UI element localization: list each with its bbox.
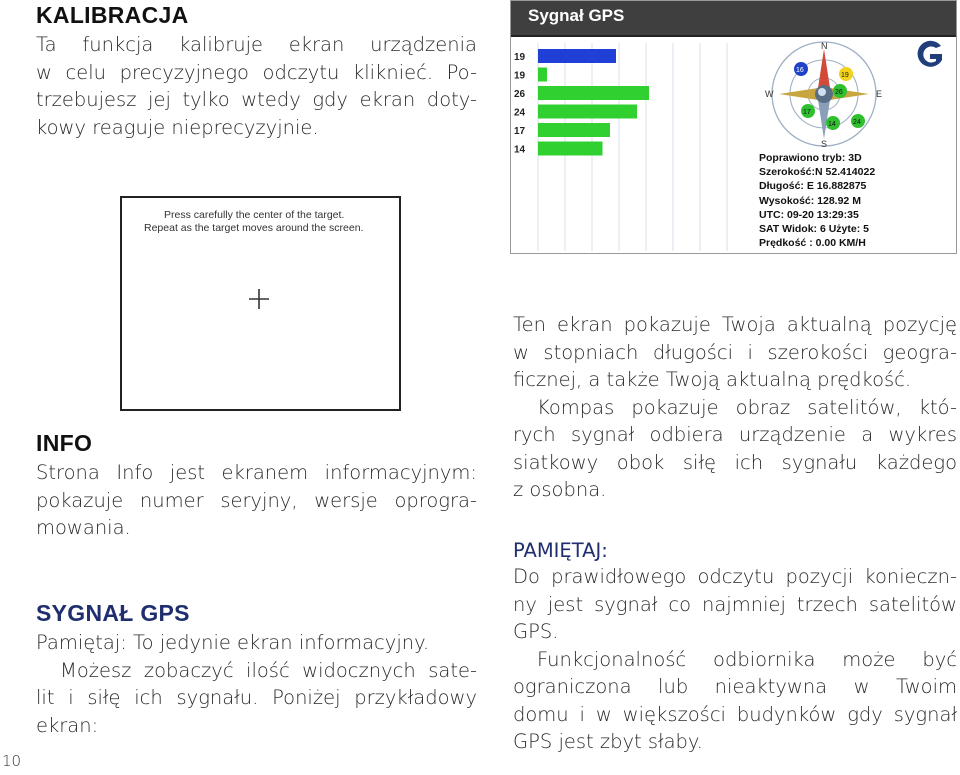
text-line: Do prawidłowego odczytu pozycji konieczn-: [513, 565, 957, 588]
note-heading: PAMIĘTAJ:: [513, 539, 608, 562]
text-line: Pamiętaj: To jedynie ekran informacyjny.: [36, 631, 430, 654]
note-text: [513, 563, 957, 756]
text-line: lit i siłę ich sygnału. Poniżej przykładowy: [36, 686, 477, 709]
compass-north: N: [821, 41, 828, 51]
text-line: siatkowy obok siłę ich sygnału każdego: [513, 450, 957, 474]
satellite-marker: [851, 114, 865, 128]
text-line: w celu precyzyjnego odczytu kliknieć. Po-: [36, 60, 477, 84]
svg-text:14: 14: [828, 121, 836, 128]
signal-bar: [538, 86, 649, 100]
svg-text:24: 24: [853, 119, 861, 126]
info-line: UTC: 09-20 13:29:35: [759, 208, 859, 221]
info-line: Prędkość : 0.00 KM/H: [759, 237, 866, 250]
text-line: pokazuje numer seryjny, wersje oprogra-: [36, 488, 477, 512]
text-line: w stopniach długości i szerokości geogra-: [513, 340, 957, 364]
satellite-label: 19: [514, 52, 526, 63]
compass-east: E: [876, 89, 883, 99]
text-line: ny jest sygnał co najmniej trzech satelitów: [513, 592, 957, 616]
calibration-screenshot: [120, 196, 401, 411]
info-line: Wysokość: 128.92 M: [759, 194, 861, 207]
text-line: ograniczona lub nieaktywna w Twoim: [513, 675, 957, 698]
svg-text:16: 16: [796, 67, 804, 74]
text-line: ekran:: [36, 713, 99, 737]
sygnal-text: [36, 629, 477, 739]
crosshair-icon: [248, 288, 270, 310]
satellite-marker: [839, 67, 853, 81]
satellite-label: 14: [514, 144, 526, 156]
gps-description: [513, 311, 957, 504]
info-line: Długość: E 16.882875: [759, 180, 867, 193]
logo-icon: [911, 39, 947, 69]
satellite-marker: [794, 62, 808, 76]
info-line: Szerokość:N 52.414022: [759, 166, 876, 179]
compass-west: W: [765, 89, 774, 99]
text-line: trzebujesz jej tylko wtedy gdy ekran doty-: [36, 88, 477, 111]
text-line: GPS jest zbyt słaby.: [513, 730, 703, 753]
info-text: [36, 459, 477, 542]
svg-text:26: 26: [835, 89, 843, 96]
info-line: Poprawiono tryb: 3D: [759, 152, 862, 164]
text-line: z osobna.: [513, 478, 607, 501]
signal-bar: [538, 68, 547, 82]
text-line: Ten ekran pokazuje Twoja aktualną pozycję: [513, 313, 957, 336]
signal-bar-chart: [511, 37, 741, 253]
text-line: GPS.: [513, 620, 559, 643]
kalibracja-heading: KALIBRACJA: [36, 2, 189, 28]
satellite-label: 24: [514, 107, 526, 119]
satellite-label: 17: [514, 126, 526, 137]
text-line: Kompas pokazuje obraz satelitów, któ-: [537, 395, 957, 419]
text-line: Strona Info jest ekranem informacyjnym:: [36, 461, 477, 484]
text-line: Ta funkcja kalibruje ekran urządzenia: [36, 33, 477, 56]
text-line: ficznej, a także Twoją aktualną prędkość.: [513, 368, 912, 391]
svg-text:19: 19: [841, 72, 849, 79]
compass-icon: [761, 39, 887, 149]
kalibracja-text: [36, 31, 477, 141]
satellite-marker: [833, 84, 847, 98]
gps-screenshot: [510, 0, 957, 254]
info-line: SAT Widok: 6 Użyte: 5: [759, 223, 869, 236]
text-line: Funkcjonalność odbiornika może być: [537, 647, 957, 671]
gps-title-bar: [511, 1, 956, 37]
info-heading: INFO: [36, 430, 93, 456]
signal-bar: [538, 142, 603, 156]
signal-bar: [538, 105, 637, 119]
satellite-label: 19: [514, 70, 526, 82]
calibration-instruction: Repeat as the target moves around the screen.: [144, 222, 364, 234]
svg-text:17: 17: [803, 109, 811, 116]
text-line: mowania.: [36, 516, 131, 539]
calibration-instruction: Press carefully the center of the target.: [164, 209, 345, 221]
signal-bar: [538, 49, 616, 63]
text-line: domu i w większości budynków gdy sygnał: [513, 702, 957, 726]
satellite-marker: [801, 104, 815, 118]
sygnal-heading: SYGNAŁ GPS: [36, 600, 190, 626]
compass-south: S: [821, 139, 828, 149]
gps-title: Sygnał GPS: [528, 6, 625, 25]
page-number: 10: [2, 752, 22, 770]
signal-bar: [538, 123, 610, 137]
text-line: Możesz zobaczyć ilość widocznych sate-: [60, 658, 477, 682]
text-line: kowy reaguje nieprecyzyjnie.: [36, 115, 319, 139]
text-line: rych sygnał odbiera urządzenie a wykres: [513, 423, 957, 446]
satellite-marker: [826, 116, 840, 130]
satellite-label: 26: [514, 89, 526, 100]
gps-info: [759, 151, 875, 250]
